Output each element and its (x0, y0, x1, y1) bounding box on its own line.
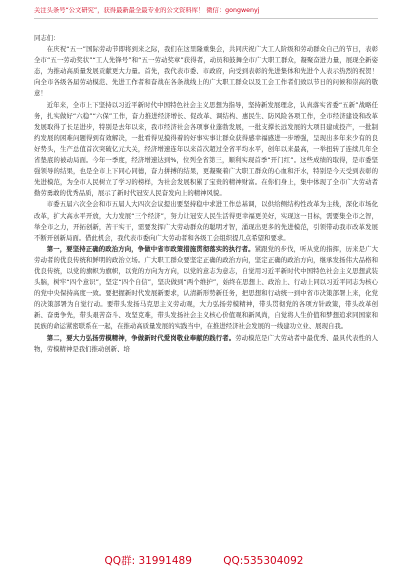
salutation: 同志们： (34, 34, 60, 42)
paragraph-5 (34, 333, 378, 355)
paragraph-2: 近年来，全市上下坚持以习近平新时代中国特色社会主义思想为指导，坚持新发展理念，认真落实省委“五新”战略任务，扎实做好“六稳”“六保”工作，奋力推进经济增长、促改革、调结构、惠民生、防风险各项工作，全市经济建设和改革发展取得了长足进步，特别是去年以来，我市经济社会各项事业蓬勃发展，一批支撑长远发展的大项目建成投产，一批制约发展的困难问题得到有效解决，一批看得见摸得着的好事实事让群众获得感幸福感进一步增强，呈现出多年来少有的良好势头，生产总值首次突破亿元大关，经济增速连年以来首次超过全省平均水平，创年以来最高，一举扭转了连续几年全省垫底的被动局面。今年一季度，经济增速达到%，位列全省第三，顺利实现首季“开门红”。这些成绩的取得，是市委坚强领导的结果，也是全市上下同心同德，奋力拼搏的结果，更凝聚着广大职工群众的心血和汗水，特别是今天受到表彰的先进模范，为全市人民树立了学习的榜样，为社会发展积累了宝贵的精神财富。在你们身上，集中体现了全市广大劳动者勤劳勇敢的优秀品质，展示了新时代冠安人民奋发向上的精神风貌。 (34, 100, 378, 198)
header-banner: 关注头条号“公文研究”，获得最新最全最专业的公文资料库！ 微信：gongwenyj (34, 7, 378, 19)
document-body (34, 33, 378, 355)
footer-contact (0, 553, 408, 568)
footer-qq-group: QQ群: 31991489 (104, 555, 192, 567)
paragraph-4 (34, 244, 378, 333)
section-heading-2: 第二，要大力弘扬劳模精神，争做新时代爱岗敬业奉献的践行者。 (46, 333, 236, 342)
paragraph-1: 在庆祝“五一”国际劳动节即将到来之际，我们在这里隆重集会，共同庆祝广大工人阶级和劳动群众自己的节日，表彰全市“五一劳动奖状”“工人先锋号”和“五一劳动奖章”获得者，动员和鼓舞全市广大职工群众，凝聚奋进力量，展现全新姿态，为推动高质量发展贡献更大力量。首先，我代表市委、市政府，向受到表彰的先进集体和先进个人表示热烈的祝贺！向全市各级各届劳动模范、先进工作者和奋战在各条战线上的广大职工群众以及工会工作者们致以节日的问候和崇高的敬意！ (34, 45, 378, 98)
footer-qq: QQ:535304092 (223, 555, 304, 567)
paragraph-5-text: 劳动模范是广大劳动者中最优秀、最具代表性的人物，劳模精神是我们推动创新、培 (34, 333, 378, 353)
section-heading-1: 第一，要坚持正确的政治方向，争做中省市政策措施贯彻落实的执行者。 (46, 244, 255, 253)
paragraph-4-text: 紧跟党的步伐，听从党的指挥，历来是广大劳动者的优良传统和鲜明的政治立场。广大职工群众要坚定正确的政治方向，坚定正确的政治方向，继承发扬伟大品格和优良传统，以党的旗帜为旗帜，以党的方向为方向，以党的意志为意志，自觉用习近平新时代中国特色社会主义思想武装头脑，树牢“四个意识”，坚定“四个自信”，坚决做到“两个维护”，始终在思想上、政治上、行动上同以习近平同志为核心的党中央保持高度一致。要把握新时代发展新要求，认清新形势新任务，把思想和行动统一到中省市决策部署上来，化党的决策部署为自觉行动。要带头发扬马克思主义劳动观，大力弘扬劳模精神，带头贯彻党的各项方针政策，带头改革创新、奋勇争先，带头艰苦奋斗、攻坚克难，带头发扬社会主义核心价值观和新风尚，自觉将人生价值和梦想追求同国家和民族的命运紧密联系在一起，在推动高质量发展的实践当中，在推进经济社会发展的一线建功立业、展现自我。 (34, 244, 379, 331)
paragraph-3: 市委五届六次全会和市五届人大四次会议提出要坚持稳中求进工作总基调，以供给侧结构性改革为主线，深化市场化改革，扩大高水平开放，大力发展“三个经济”，努力让冠安人民生活得更幸福更美好，实现这一目标，需要集全市之智，举全市之力，开拓创新，苦干实干，需要发挥广大劳动群众的聪明才智，涌现出更多的先进模范，引领带动我市改革发展不断开创新局面。借此机会，我代表市委向广大劳动者和各级工会组织提几点希望和要求。 (34, 200, 378, 242)
